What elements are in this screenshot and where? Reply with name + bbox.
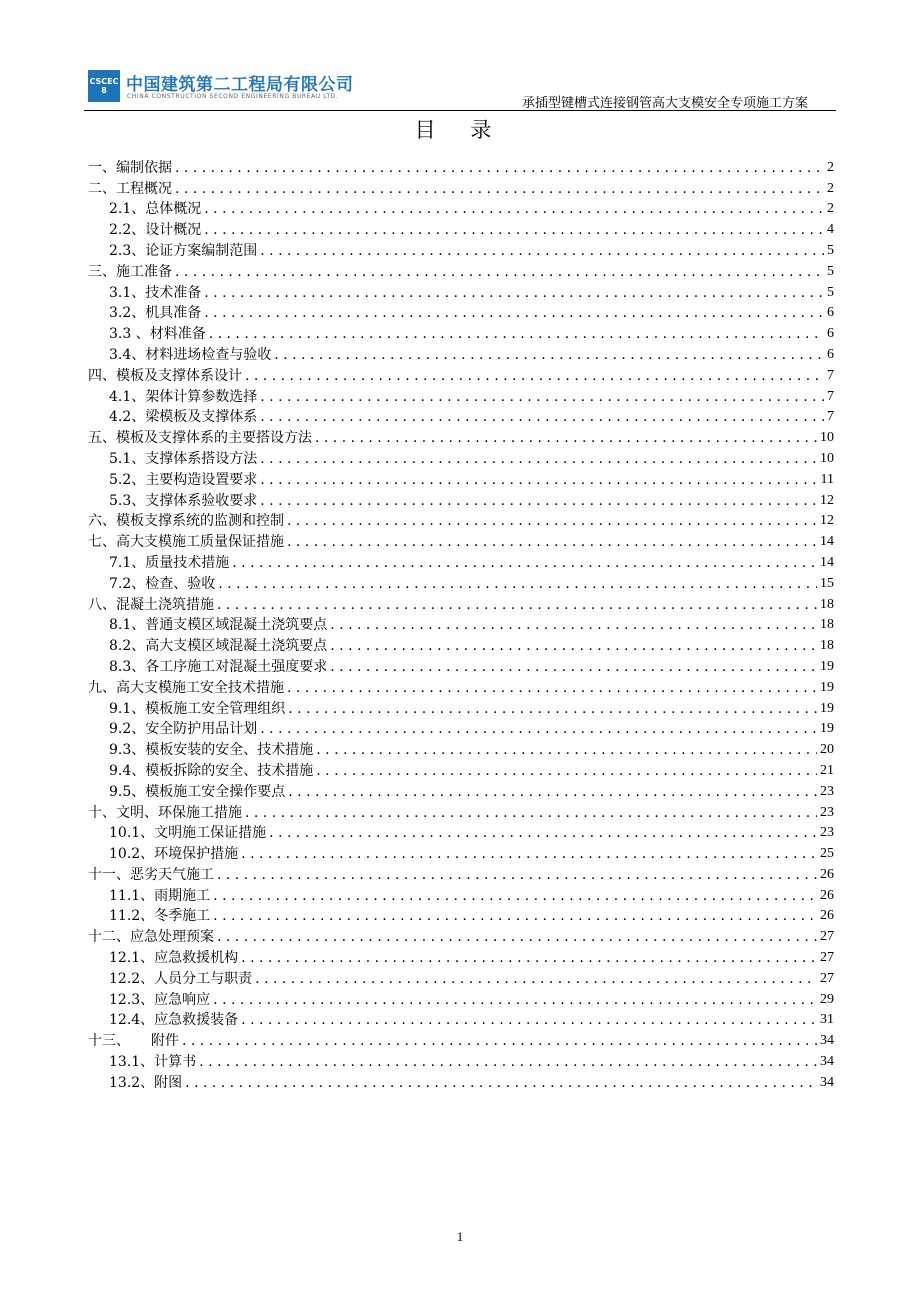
toc-entry-page: 5 [827, 284, 834, 300]
toc-dot-leader [260, 242, 824, 260]
toc-dot-leader [287, 533, 817, 551]
toc-dot-leader [199, 1053, 817, 1071]
toc-entry-label: 10.1、文明施工保证措施 [109, 825, 267, 842]
toc-dot-leader [330, 637, 817, 655]
toc-dot-leader [175, 263, 824, 281]
toc-entry-label: 13.2、附图 [109, 1074, 183, 1091]
toc-entry[interactable] [88, 343, 834, 364]
toc-entry-label: 9.5、模板施工安全操作要点 [109, 783, 286, 800]
toc-entry-page: 2 [827, 201, 834, 217]
toc-entry-label: 5.2、主要构造设置要求 [109, 471, 258, 488]
toc-dot-leader [330, 616, 817, 634]
toc-dot-leader [287, 679, 817, 697]
toc-entry-page: 7 [827, 409, 834, 425]
toc-entry[interactable] [88, 822, 834, 843]
toc-entry[interactable] [88, 759, 834, 780]
toc-dot-leader [209, 325, 824, 343]
toc-entry-label: 十二、应急处理预案 [88, 929, 214, 946]
toc-entry-page: 5 [827, 263, 834, 279]
toc-entry[interactable] [88, 1009, 834, 1030]
toc-entry-label: 8.2、高大支模区域混凝土浇筑要点 [109, 638, 328, 655]
toc-entry[interactable] [88, 738, 834, 759]
toc-entry-label: 11.2、冬季施工 [109, 908, 211, 925]
toc-entry-label: 5.3、支撑体系验收要求 [109, 492, 258, 509]
toc-entry-label: 六、模板支撑系统的监测和控制 [88, 513, 284, 530]
toc-entry[interactable] [88, 489, 834, 510]
toc-entry[interactable] [88, 884, 834, 905]
toc-entry-page: 27 [820, 950, 834, 966]
toc-entry-page: 20 [820, 742, 834, 758]
toc-entry-label: 9.2、安全防护用品计划 [109, 721, 258, 738]
toc-dot-leader [315, 429, 817, 447]
toc-entry-label: 十三、 附件 [88, 1033, 179, 1050]
toc-entry-label: 4.1、架体计算参数选择 [109, 388, 258, 405]
toc-entry-page: 21 [820, 762, 834, 778]
toc-entry-page: 11 [820, 471, 834, 487]
toc-entry-label: 11.1、雨期施工 [109, 887, 211, 904]
toc-dot-leader [182, 1032, 817, 1050]
toc-dot-leader [241, 949, 817, 967]
toc-entry[interactable] [88, 697, 834, 718]
toc-dot-leader [185, 1074, 817, 1092]
toc-entry[interactable] [88, 718, 834, 739]
toc-entry-label: 12.4、应急救援装备 [109, 1012, 239, 1029]
toc-entry-page: 19 [820, 679, 834, 695]
toc-dot-leader [245, 804, 817, 822]
toc-entry[interactable] [88, 551, 834, 572]
toc-entry-label: 3.1、技术准备 [109, 284, 202, 301]
toc-entry[interactable] [88, 239, 834, 260]
toc-entry-label: 8.1、普通支模区域混凝土浇筑要点 [109, 617, 328, 634]
logo-text: CSCEC [89, 77, 119, 86]
toc-entry-label: 9.1、模板施工安全管理组织 [109, 700, 286, 717]
toc-entry-label: 10.2、环境保护措施 [109, 846, 239, 863]
toc-entry-label: 二、工程概况 [88, 180, 172, 197]
toc-entry-page: 10 [820, 430, 834, 446]
toc-entry-page: 18 [820, 638, 834, 654]
toc-entry-page: 26 [820, 887, 834, 903]
toc-entry[interactable] [88, 510, 834, 531]
toc-entry-page: 23 [820, 783, 834, 799]
toc-entry-label: 2.2、设计概况 [109, 222, 202, 239]
toc-entry-page: 4 [827, 222, 834, 238]
toc-entry[interactable] [88, 593, 834, 614]
toc-entry-page: 15 [820, 575, 834, 591]
toc-dot-leader [218, 575, 817, 593]
toc-entry[interactable] [88, 385, 834, 406]
toc-entry-page: 25 [820, 846, 834, 862]
toc-entry-label: 三、施工准备 [88, 263, 172, 280]
toc-entry-page: 34 [820, 1033, 834, 1049]
toc-dot-leader [260, 720, 817, 738]
toc-dot-leader [269, 824, 817, 842]
toc-dot-leader [255, 970, 817, 988]
toc-entry-page: 29 [820, 991, 834, 1007]
toc-entry-page: 6 [827, 326, 834, 342]
toc-entry-label: 2.1、总体概况 [109, 201, 202, 218]
toc-entry[interactable] [88, 967, 834, 988]
toc-entry-page: 26 [820, 866, 834, 882]
toc-dot-leader [316, 762, 817, 780]
toc-dot-leader [260, 492, 817, 510]
toc-entry-page: 7 [827, 388, 834, 404]
toc-dot-leader [274, 346, 824, 364]
company-logo-icon [88, 70, 120, 102]
table-of-contents [88, 156, 834, 1092]
toc-entry-label: 12.1、应急救援机构 [109, 950, 239, 967]
toc-entry[interactable] [88, 572, 834, 593]
toc-entry-label: 四、模板及支撑体系设计 [88, 367, 242, 384]
toc-dot-leader [217, 928, 817, 946]
toc-entry-label: 4.2、梁模板及支撑体系 [109, 409, 258, 426]
toc-entry-page: 27 [820, 970, 834, 986]
toc-entry-page: 7 [827, 367, 834, 383]
toc-entry[interactable] [88, 863, 834, 884]
toc-dot-leader [316, 741, 817, 759]
toc-entry[interactable] [88, 905, 834, 926]
toc-entry-label: 9.3、模板安装的安全、技术措施 [109, 742, 314, 759]
toc-entry[interactable] [88, 468, 834, 489]
toc-entry-page: 2 [827, 180, 834, 196]
toc-dot-leader [241, 1011, 817, 1029]
toc-entry-label: 一、编制依据 [88, 159, 172, 176]
page-number: 1 [456, 1229, 464, 1244]
toc-dot-leader [204, 284, 824, 302]
toc-entry[interactable] [88, 925, 834, 946]
page-header [84, 66, 836, 110]
toc-entry[interactable] [88, 447, 834, 468]
toc-entry[interactable] [88, 177, 834, 198]
toc-entry-label: 十、文明、环保施工措施 [88, 804, 242, 821]
toc-dot-leader [287, 512, 817, 530]
toc-dot-leader [245, 367, 824, 385]
toc-dot-leader [260, 408, 824, 426]
toc-entry-page: 12 [820, 513, 834, 529]
toc-entry[interactable] [88, 634, 834, 655]
toc-dot-leader [232, 554, 817, 572]
toc-entry-label: 3.2、机具准备 [109, 305, 202, 322]
toc-dot-leader [260, 388, 824, 406]
toc-entry-page: 5 [827, 242, 834, 258]
toc-entry-page: 23 [820, 804, 834, 820]
toc-entry-label: 13.1、计算书 [109, 1054, 197, 1071]
toc-entry-page: 18 [820, 596, 834, 612]
toc-entry-label: 12.3、应急响应 [109, 991, 211, 1008]
toc-entry-label: 九、高大支模施工安全技术措施 [88, 679, 284, 696]
toc-entry[interactable] [88, 322, 834, 343]
toc-entry-label: 5.1、支撑体系搭设方法 [109, 450, 258, 467]
toc-entry-page: 10 [820, 450, 834, 466]
toc-entry-page: 23 [820, 825, 834, 841]
toc-entry-label: 十一、恶劣天气施工 [88, 866, 214, 883]
toc-dot-leader [260, 450, 817, 468]
toc-entry-page: 19 [820, 658, 834, 674]
toc-heading: 目 录 [414, 118, 506, 142]
toc-entry-label: 五、模板及支撑体系的主要搭设方法 [88, 430, 312, 447]
toc-entry-page: 6 [827, 346, 834, 362]
toc-entry-label: 3.4、材料进场检查与验收 [109, 346, 272, 363]
toc-entry-label: 7.1、质量技术措施 [109, 554, 230, 571]
company-name-cn: 中国建筑第二工程局有限公司 [126, 75, 354, 95]
toc-entry[interactable] [88, 260, 834, 281]
toc-entry-label: 7.2、检查、验收 [109, 575, 216, 592]
toc-entry-label: 12.2、人员分工与职责 [109, 970, 253, 987]
toc-entry[interactable] [88, 655, 834, 676]
toc-entry-page: 14 [820, 534, 834, 550]
toc-dot-leader [175, 180, 824, 198]
toc-entry[interactable] [88, 156, 834, 177]
toc-entry[interactable] [88, 946, 834, 967]
toc-entry[interactable] [88, 530, 834, 551]
toc-dot-leader [204, 200, 824, 218]
toc-entry[interactable] [88, 1029, 834, 1050]
toc-dot-leader [213, 907, 817, 925]
toc-entry[interactable] [88, 988, 834, 1009]
toc-entry[interactable] [88, 281, 834, 302]
toc-entry[interactable] [88, 364, 834, 385]
toc-entry[interactable] [88, 801, 834, 822]
toc-entry[interactable] [88, 218, 834, 239]
toc-dot-leader [175, 159, 824, 177]
toc-entry-label: 8.3、各工序施工对混凝土强度要求 [109, 658, 328, 675]
toc-entry[interactable] [88, 780, 834, 801]
toc-dot-leader [288, 700, 817, 718]
toc-entry[interactable] [88, 676, 834, 697]
toc-dot-leader [260, 471, 817, 489]
toc-dot-leader [213, 991, 817, 1009]
toc-entry-label: 3.3 、材料准备 [109, 326, 206, 343]
toc-entry-page: 12 [820, 492, 834, 508]
toc-dot-leader [213, 887, 817, 905]
toc-entry-label: 八、混凝土浇筑措施 [88, 596, 214, 613]
logo-text-2: 8 [101, 86, 107, 95]
toc-entry-label: 七、高大支模施工质量保证措施 [88, 534, 284, 551]
toc-entry-page: 18 [820, 617, 834, 633]
toc-entry[interactable] [88, 1071, 834, 1092]
toc-entry[interactable] [88, 614, 834, 635]
toc-entry-page: 34 [820, 1074, 834, 1090]
toc-dot-leader [217, 866, 817, 884]
document-title: 承插型键槽式连接钢管高大支模安全专项施工方案 [521, 96, 808, 111]
toc-dot-leader [288, 783, 817, 801]
toc-entry-label: 9.4、模板拆除的安全、技术措施 [109, 762, 314, 779]
toc-entry[interactable] [88, 302, 834, 323]
toc-dot-leader [217, 596, 817, 614]
toc-dot-leader [330, 658, 817, 676]
toc-entry-page: 26 [820, 908, 834, 924]
toc-dot-leader [204, 304, 824, 322]
toc-entry-page: 19 [820, 700, 834, 716]
toc-entry-label: 2.3、论证方案编制范围 [109, 242, 258, 259]
toc-entry[interactable] [88, 198, 834, 219]
toc-entry-page: 34 [820, 1054, 834, 1070]
header-divider [84, 110, 836, 111]
toc-entry-page: 31 [820, 1012, 834, 1028]
toc-entry-page: 2 [827, 159, 834, 175]
toc-dot-leader [204, 221, 824, 239]
toc-entry-page: 14 [820, 554, 834, 570]
toc-entry[interactable] [88, 406, 834, 427]
company-name-en: CHINA CONSTRUCTION SECOND ENGINEERING BUREAU LTD. [127, 93, 339, 100]
toc-entry-page: 27 [820, 929, 834, 945]
toc-entry-page: 19 [820, 721, 834, 737]
toc-entry[interactable] [88, 842, 834, 863]
toc-entry-page: 6 [827, 305, 834, 321]
toc-entry[interactable] [88, 426, 834, 447]
toc-entry[interactable] [88, 1050, 834, 1071]
toc-dot-leader [241, 845, 817, 863]
